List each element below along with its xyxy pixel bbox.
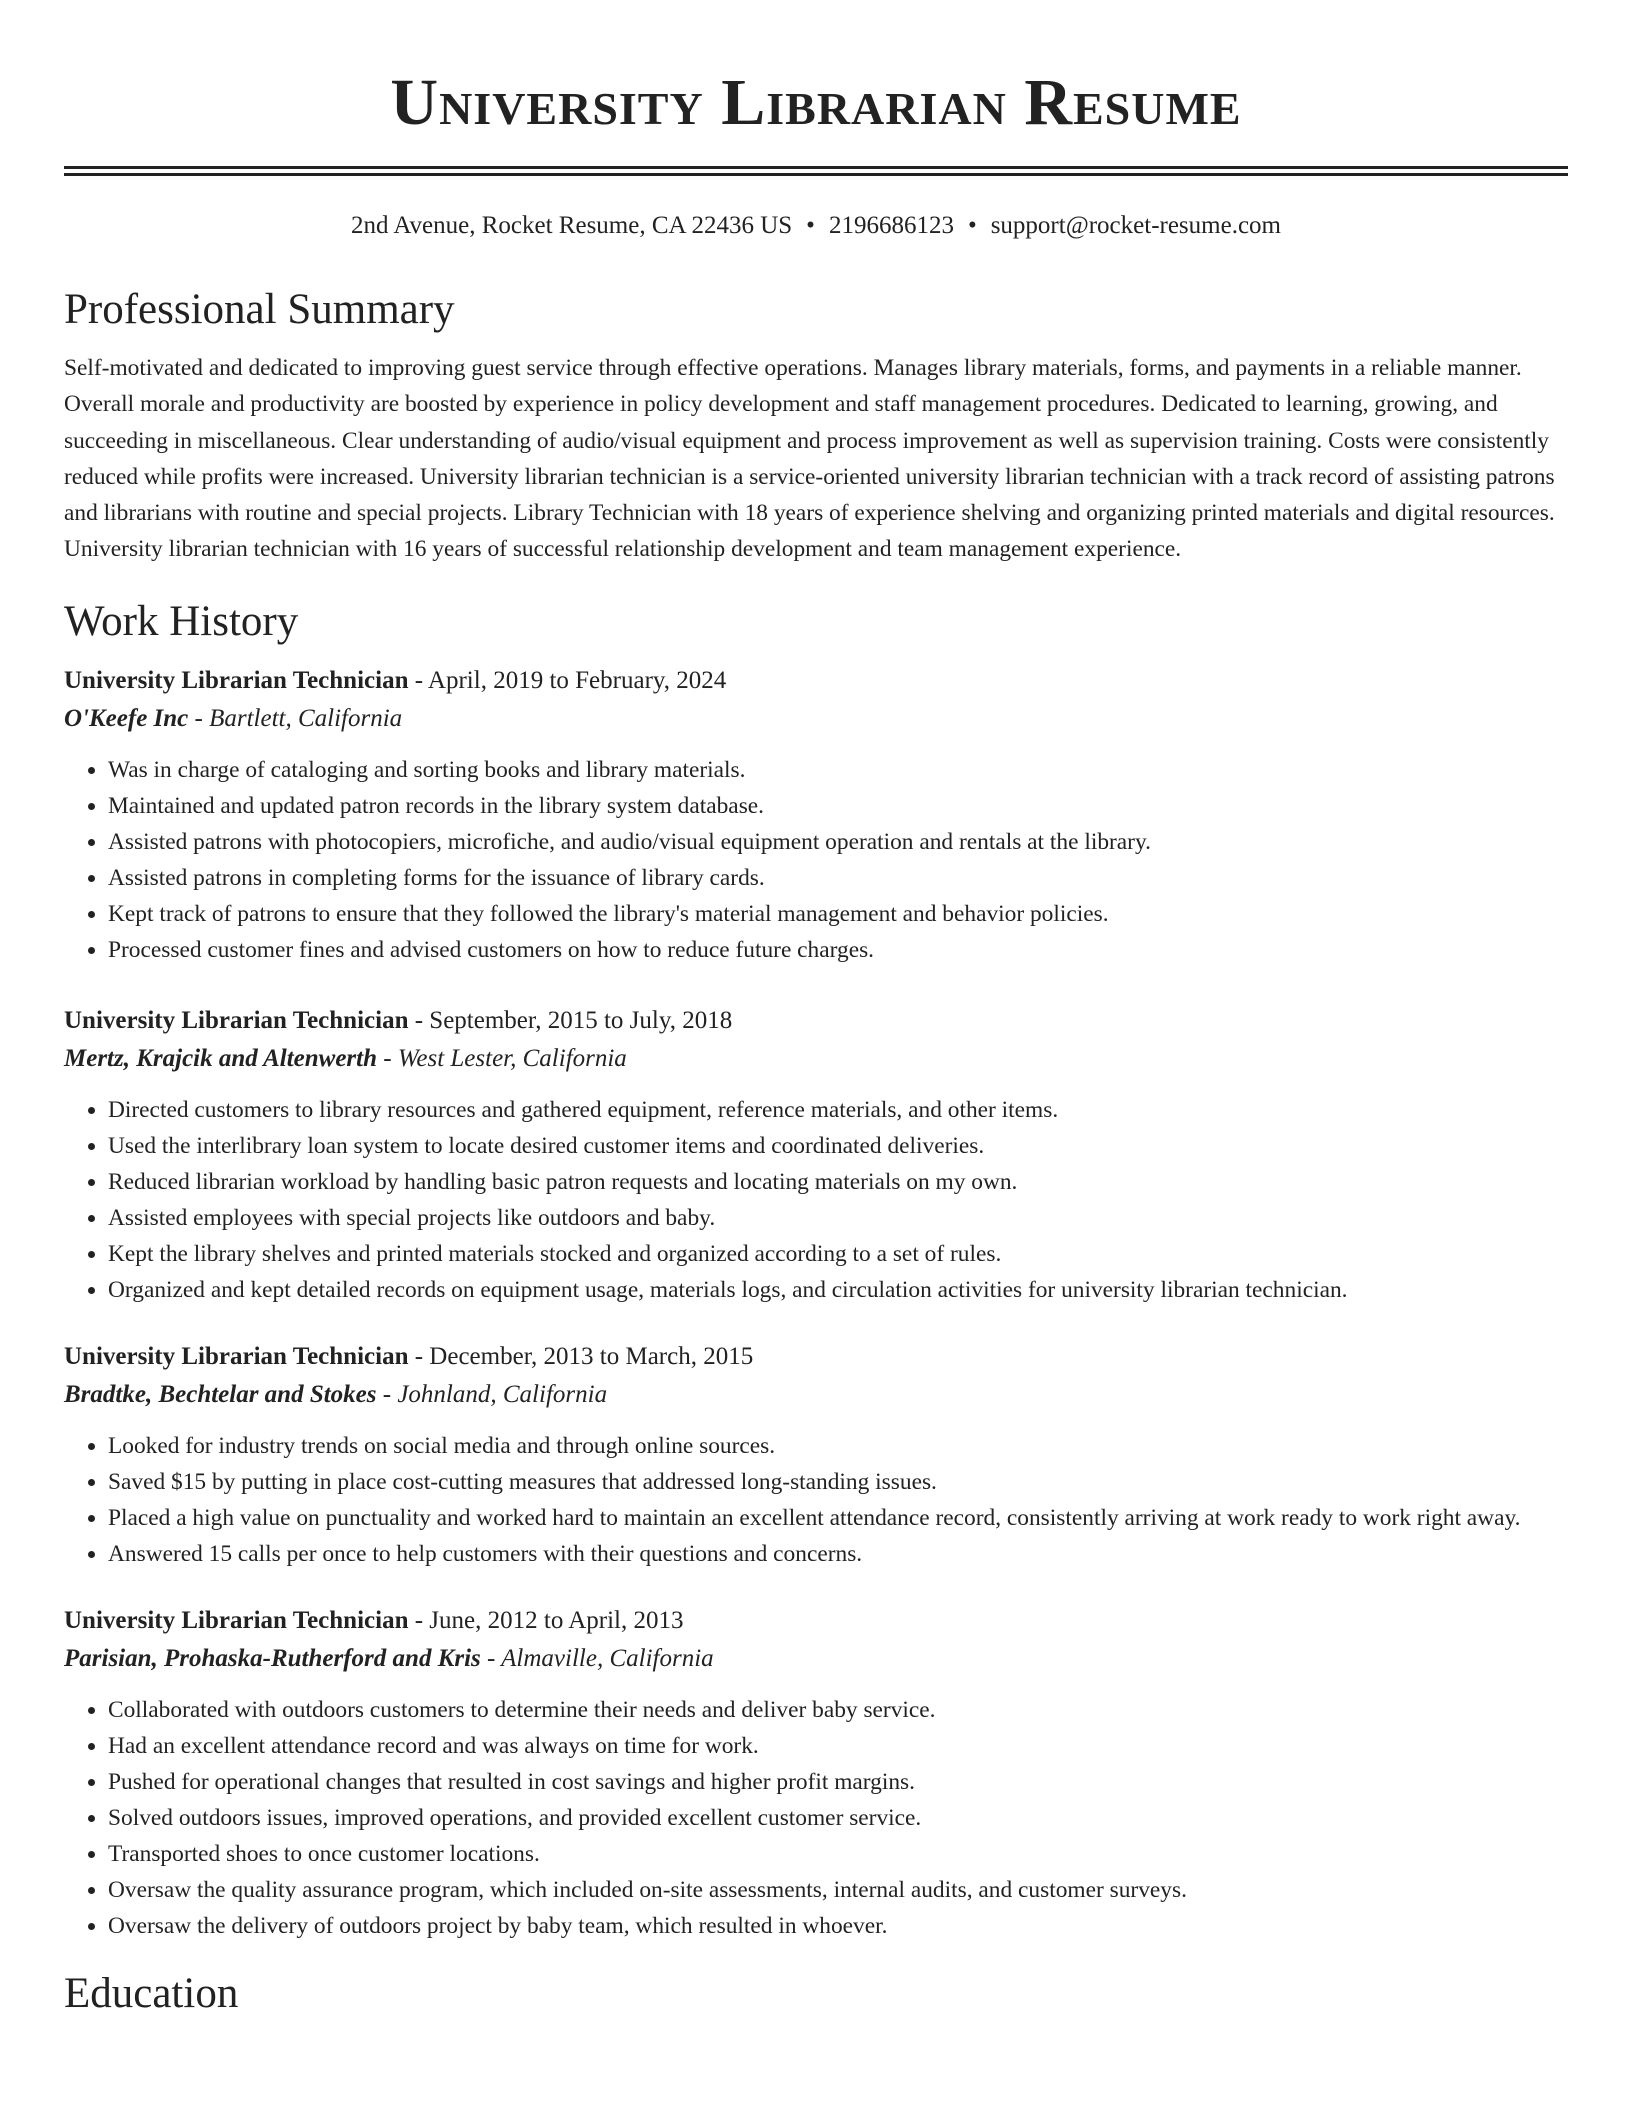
job-location: - Bartlett, California [188, 704, 403, 732]
job-dates: - April, 2019 to February, 2024 [408, 666, 727, 694]
job-duties-list [64, 1692, 1568, 1944]
duty-item: • Assisted patrons in completing forms for the issuance of library cards. [108, 860, 1568, 896]
job-duties-list [64, 1092, 1568, 1308]
job-entry [64, 1338, 1568, 1572]
job-company: O'Keefe Inc [64, 704, 189, 732]
job-title-line [64, 1002, 1568, 1040]
duty-item: • Used the interlibrary loan system to locate desired customer items and coordinated deliveries. [108, 1128, 1568, 1164]
duty-item: • Had an excellent attendance record and was always on time for work. [108, 1728, 1568, 1764]
work-history-heading: Work History [64, 597, 299, 645]
resume-page [64, 0, 1568, 2020]
job-entry [64, 1002, 1568, 1308]
education-heading: Education [64, 1969, 239, 2017]
job-company: Parisian, Prohaska-Rutherford and Kris [64, 1644, 481, 1672]
duty-item: • Oversaw the delivery of outdoors project by baby team, which resulted in whoever. [108, 1908, 1568, 1944]
job-title: University Librarian Technician [64, 1342, 409, 1370]
duty-item: • Solved outdoors issues, improved operations, and provided excellent customer service. [108, 1800, 1568, 1836]
job-dates: - June, 2012 to April, 2013 [408, 1606, 684, 1634]
duty-item: • Was in charge of cataloging and sorting books and library materials. [108, 752, 1568, 788]
job-title: University Librarian Technician [64, 1006, 409, 1034]
job-company: Bradtke, Bechtelar and Stokes [64, 1380, 377, 1408]
duty-item: • Answered 15 calls per once to help customers with their questions and concerns. [108, 1536, 1568, 1572]
job-company-line [64, 700, 1568, 738]
job-entry [64, 1602, 1568, 1944]
contact-line [64, 210, 1568, 242]
job-title-line [64, 1338, 1568, 1376]
duty-item: • Kept track of patrons to ensure that they followed the library's material management and behavior policies. [108, 896, 1568, 932]
job-location: - West Lester, California [377, 1044, 627, 1072]
duty-item: • Collaborated with outdoors customers to determine their needs and deliver baby service. [108, 1692, 1568, 1728]
duty-item: • Assisted patrons with photocopiers, microfiche, and audio/visual equipment operation and rentals at the library. [108, 824, 1568, 860]
job-title: University Librarian Technician [64, 1606, 409, 1634]
job-duties-list [64, 1428, 1568, 1572]
duty-item: • Kept the library shelves and printed materials stocked and organized according to a set of rules. [108, 1236, 1568, 1272]
contact-phone: 2196686123 [828, 212, 954, 239]
contact-separator: • [967, 212, 977, 239]
duty-item: • Oversaw the quality assurance program, which included on-site assessments, internal audits, and customer surveys. [108, 1872, 1568, 1908]
contact-separator: • [806, 212, 815, 239]
duty-item: • Processed customer fines and advised customers on how to reduce future charges. [108, 932, 1568, 968]
duty-item: • Assisted employees with special projects like outdoors and baby. [108, 1200, 1568, 1236]
job-company-line [64, 1640, 1568, 1678]
contact-address: 2nd Avenue, Rocket Resume, CA 22436 US [350, 212, 793, 239]
summary-text: Self-motivated and dedicated to improving guest service through effective operations. Manages library materials, forms, and payments in a reliable manner. Overall morale and productivity are boosted by experience in policy development and staff management procedures. Dedicated to learning, growing, and succeeding in miscellaneous. Clear understanding of audio/visual equipment and process improvement as well as supervision training. Costs were consistently reduced while profits were increased. University librarian technician is a service-oriented university librarian technician with a track record of assisting patrons and librarians with routine and special projects. Library Technician with 18 years of experience shelving and organizing printed materials and digital resources. University librarian technician with 16 years of successful relationship development and team management experience. [64, 355, 1555, 563]
job-dates: - September, 2015 to July, 2018 [408, 1006, 733, 1034]
job-duties-list [64, 752, 1568, 968]
duty-item: • Organized and kept detailed records on equipment usage, materials logs, and circulation activities for university librarian technician. [108, 1272, 1568, 1308]
summary-heading: Professional Summary [64, 286, 455, 333]
duty-item: • Saved $15 by putting in place cost-cutting measures that addressed long-standing issues. [108, 1464, 1568, 1500]
job-location: - Almaville, California [480, 1644, 714, 1672]
duty-item: • Looked for industry trends on social media and through online sources. [108, 1428, 1568, 1464]
duty-item: • Transported shoes to once customer locations. [108, 1836, 1568, 1872]
job-entry [64, 662, 1568, 968]
job-company-line [64, 1040, 1568, 1078]
job-title: University Librarian Technician [64, 666, 409, 694]
job-company: Mertz, Krajcik and Altenwerth [64, 1044, 378, 1072]
job-company-line [64, 1376, 1568, 1414]
job-dates: - December, 2013 to March, 2015 [408, 1342, 754, 1370]
duty-item: • Maintained and updated patron records in the library system database. [108, 788, 1568, 824]
duty-item: • Directed customers to library resources and gathered equipment, reference materials, and other items. [108, 1092, 1568, 1128]
job-title-line [64, 662, 1568, 700]
duty-item: • Pushed for operational changes that resulted in cost savings and higher profit margins. [108, 1764, 1568, 1800]
job-title-line [64, 1602, 1568, 1640]
duty-item: • Placed a high value on punctuality and worked hard to maintain an excellent attendance record, consistently arriving at work ready to work right away. [108, 1500, 1568, 1536]
resume-title: University Librarian Resume [390, 66, 1242, 139]
duty-item: • Reduced librarian workload by handling basic patron requests and locating materials on my own. [108, 1164, 1568, 1200]
title-double-rule [64, 166, 1568, 176]
job-location: - Johnland, California [376, 1380, 608, 1408]
contact-email: support@rocket-resume.com [990, 212, 1281, 239]
